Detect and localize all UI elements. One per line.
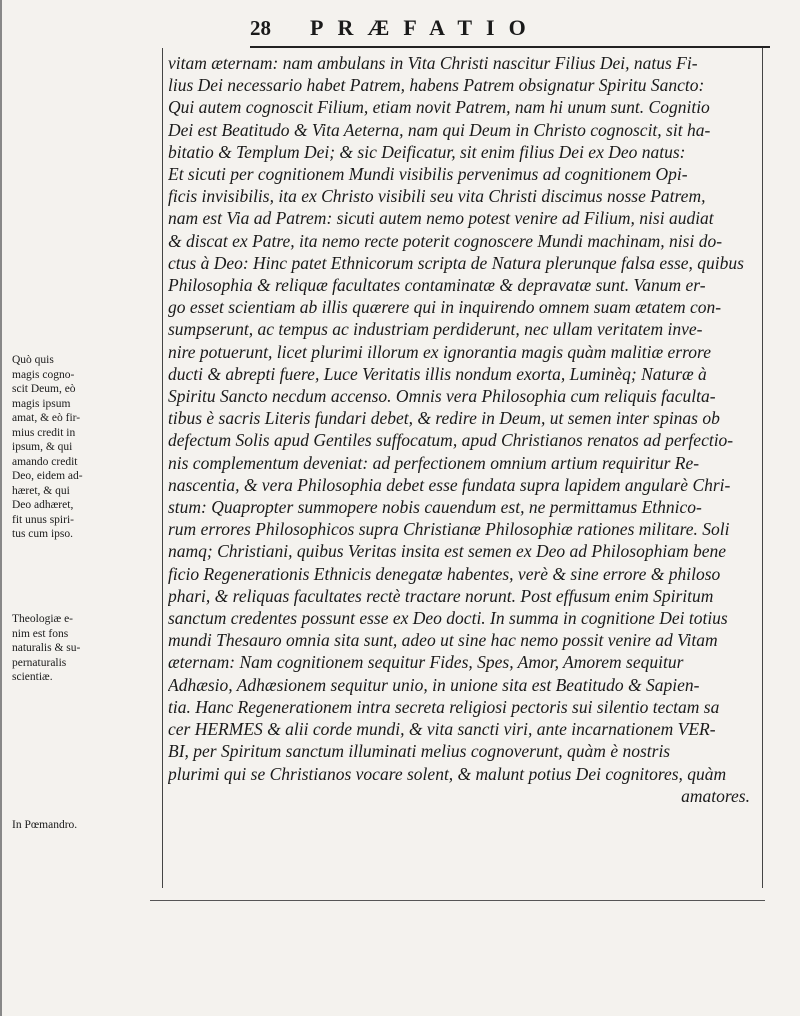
margin-note-line: hæret, & qui xyxy=(12,484,70,497)
margin-note-line: scit Deum, eò xyxy=(12,383,76,395)
margin-note-line: ipsum, & qui xyxy=(12,441,73,453)
text-line: namq; Christiani, quibus Veritas insita est semen ex Deo ad Philosophiam bene xyxy=(168,541,727,562)
text-line: sumpserunt, ac tempus ac industriam perdiderunt, nec ullam veritatem inve- xyxy=(168,319,703,340)
text-line: stum: Quapropter summopere nobis cauendum est, ne permittamus Ethnico- xyxy=(168,497,702,518)
text-line: Philosophia & reliquæ facultates contaminatæ & depravatæ sunt. Vanum er- xyxy=(168,275,706,296)
text-line: nire potuerunt, licet plurimi illorum ex ignorantia magis quàm malitiæ errore xyxy=(168,341,711,362)
text-line: nascentia, & vera Philosophia debet esse fundata supra lapidem angularè Chri- xyxy=(168,474,731,495)
text-line: nam est Via ad Patrem: sicuti autem nemo potest venire ad Filium, nisi audiat xyxy=(168,208,714,229)
text-line: defectum Solis apud Gentiles suffocatum, apud Christianos renatos ad perfectio- xyxy=(168,430,734,451)
margin-note-line: pernaturalis xyxy=(12,656,67,669)
page-number: 28 xyxy=(250,16,271,40)
text-line: ducti & abrepti fuere, Luce Veritatis illis nondum exorta, Luminèq; Naturæ à xyxy=(168,363,707,384)
text-line: amatores. xyxy=(681,785,750,806)
text-line: mundi Thesauro omnia sita sunt, adeo ut sine hac nemo possit venire ad Vitam xyxy=(168,630,718,651)
text-frame-left-rule xyxy=(162,48,163,888)
margin-note-cognition xyxy=(12,353,160,542)
text-line: ficio Regenerationis Ethnicis denegatæ habentes, verè & sine errore & philoso xyxy=(168,563,721,584)
text-line: Adhæsio, Adhæsionem sequitur unio, in unione sita est Beatitudo & Sapien- xyxy=(168,674,700,695)
margin-note-theology xyxy=(12,612,160,685)
page-edge xyxy=(0,0,2,1016)
text-line: Et sicuti per cognitionem Mundi visibilis pervenimus ad cognitionem Opi- xyxy=(168,164,688,185)
text-line: cer HERMES & alii corde mundi, & vita sancti viri, ante incarnationem VER- xyxy=(168,719,716,740)
text-line: Spiritu Sancto necdum accenso. Omnis vera Philosophia cum reliquis faculta- xyxy=(168,386,716,407)
text-line: BI, per Spiritum sanctum illuminati melius cognoverunt, quàm è nostris xyxy=(168,741,671,762)
margin-note-poemandro xyxy=(12,818,160,833)
text-line: go esset scientiam ab illis quærere qui in inquirendo omnem suam ætatem con- xyxy=(168,297,722,318)
text-line: Qui autem cognoscit Filium, etiam novit Patrem, nam hi unum sunt. Cognitio xyxy=(168,97,710,118)
bottom-rule xyxy=(150,900,765,901)
margin-note-line: Deo, eidem ad- xyxy=(12,470,83,482)
margin-note-line: scientiæ. xyxy=(12,671,53,683)
text-line: phari, & reliquas facultates rectè tractare norunt. Post effusum enim Spiritum xyxy=(168,585,714,606)
margin-note-line: amat, & eò fir- xyxy=(12,412,81,424)
text-line: vitam æternam: nam ambulans in Vita Christi nascitur Filius Dei, natus Fi- xyxy=(168,53,698,73)
margin-note-line: Quò quis xyxy=(12,354,54,366)
text-line: ficis invisibilis, ita ex Christo visibili seu vita Christi discimus nosse Patrem, xyxy=(168,186,706,207)
text-frame-right-rule xyxy=(762,48,763,888)
running-head: PRÆFATIO xyxy=(310,15,540,40)
text-line: sanctum credentes possunt esse ex Deo docti. In summa in cognitione Dei totius xyxy=(168,608,728,629)
margin-note-line: fit unus spiri- xyxy=(12,513,74,526)
text-line: ctus à Deo: Hinc patet Ethnicorum scripta de Natura plerunque falsa esse, quibus xyxy=(168,252,744,273)
text-line: lius Dei necessario habet Patrem, habens Patrem obsignatur Spiritu Sancto: xyxy=(168,75,705,96)
text-line: æternam: Nam cognitionem sequitur Fides, Spes, Amor, Amorem sequitur xyxy=(168,652,684,673)
margin-note-line: tus cum ipso. xyxy=(12,528,74,540)
text-line: & discat ex Patre, ita nemo recte poterit cognoscere Mundi machinam, nisi do- xyxy=(168,230,723,251)
text-line: tibus è sacris Literis fundari debet, & redire in Deum, ut semen inter spinas ob xyxy=(168,408,720,429)
margin-note-line: magis cogno- xyxy=(12,368,75,381)
header-rule xyxy=(250,46,770,48)
margin-note-line: mius credit in xyxy=(12,426,76,439)
text-line: rum errores Philosophicos supra Christianæ Philosophiæ rationes militare. Soli xyxy=(168,519,730,540)
text-line: plurimi qui se Christianos vocare solent, & malunt potius Dei cognitores, quàm xyxy=(168,763,727,784)
text-line: Dei est Beatitudo & Vita Aeterna, nam qui Deum in Christo cognoscit, sit ha- xyxy=(168,119,711,140)
margin-note-line: nim est fons xyxy=(12,627,69,640)
text-line: nis complementum deveniat: ad perfectionem omnium artium requiritur Re- xyxy=(168,452,700,473)
margin-note-line: Theologiæ e- xyxy=(12,613,73,625)
margin-note-line: amando credit xyxy=(12,455,78,468)
main-text-block xyxy=(168,52,758,807)
margin-note-line: magis ipsum xyxy=(12,397,71,410)
margin-note-line: Deo adhæret, xyxy=(12,499,74,511)
margin-note-line: naturalis & su- xyxy=(12,642,81,654)
page-header xyxy=(250,6,770,46)
text-line: tia. Hanc Regenerationem intra secreta religiosi pectoris sui silentio tectam sa xyxy=(168,696,720,717)
text-line: bitatio & Templum Dei; & sic Deificatur, sit enim filius Dei ex Deo natus: xyxy=(168,141,686,162)
margin-note-line: In Pœmandro. xyxy=(12,819,78,831)
